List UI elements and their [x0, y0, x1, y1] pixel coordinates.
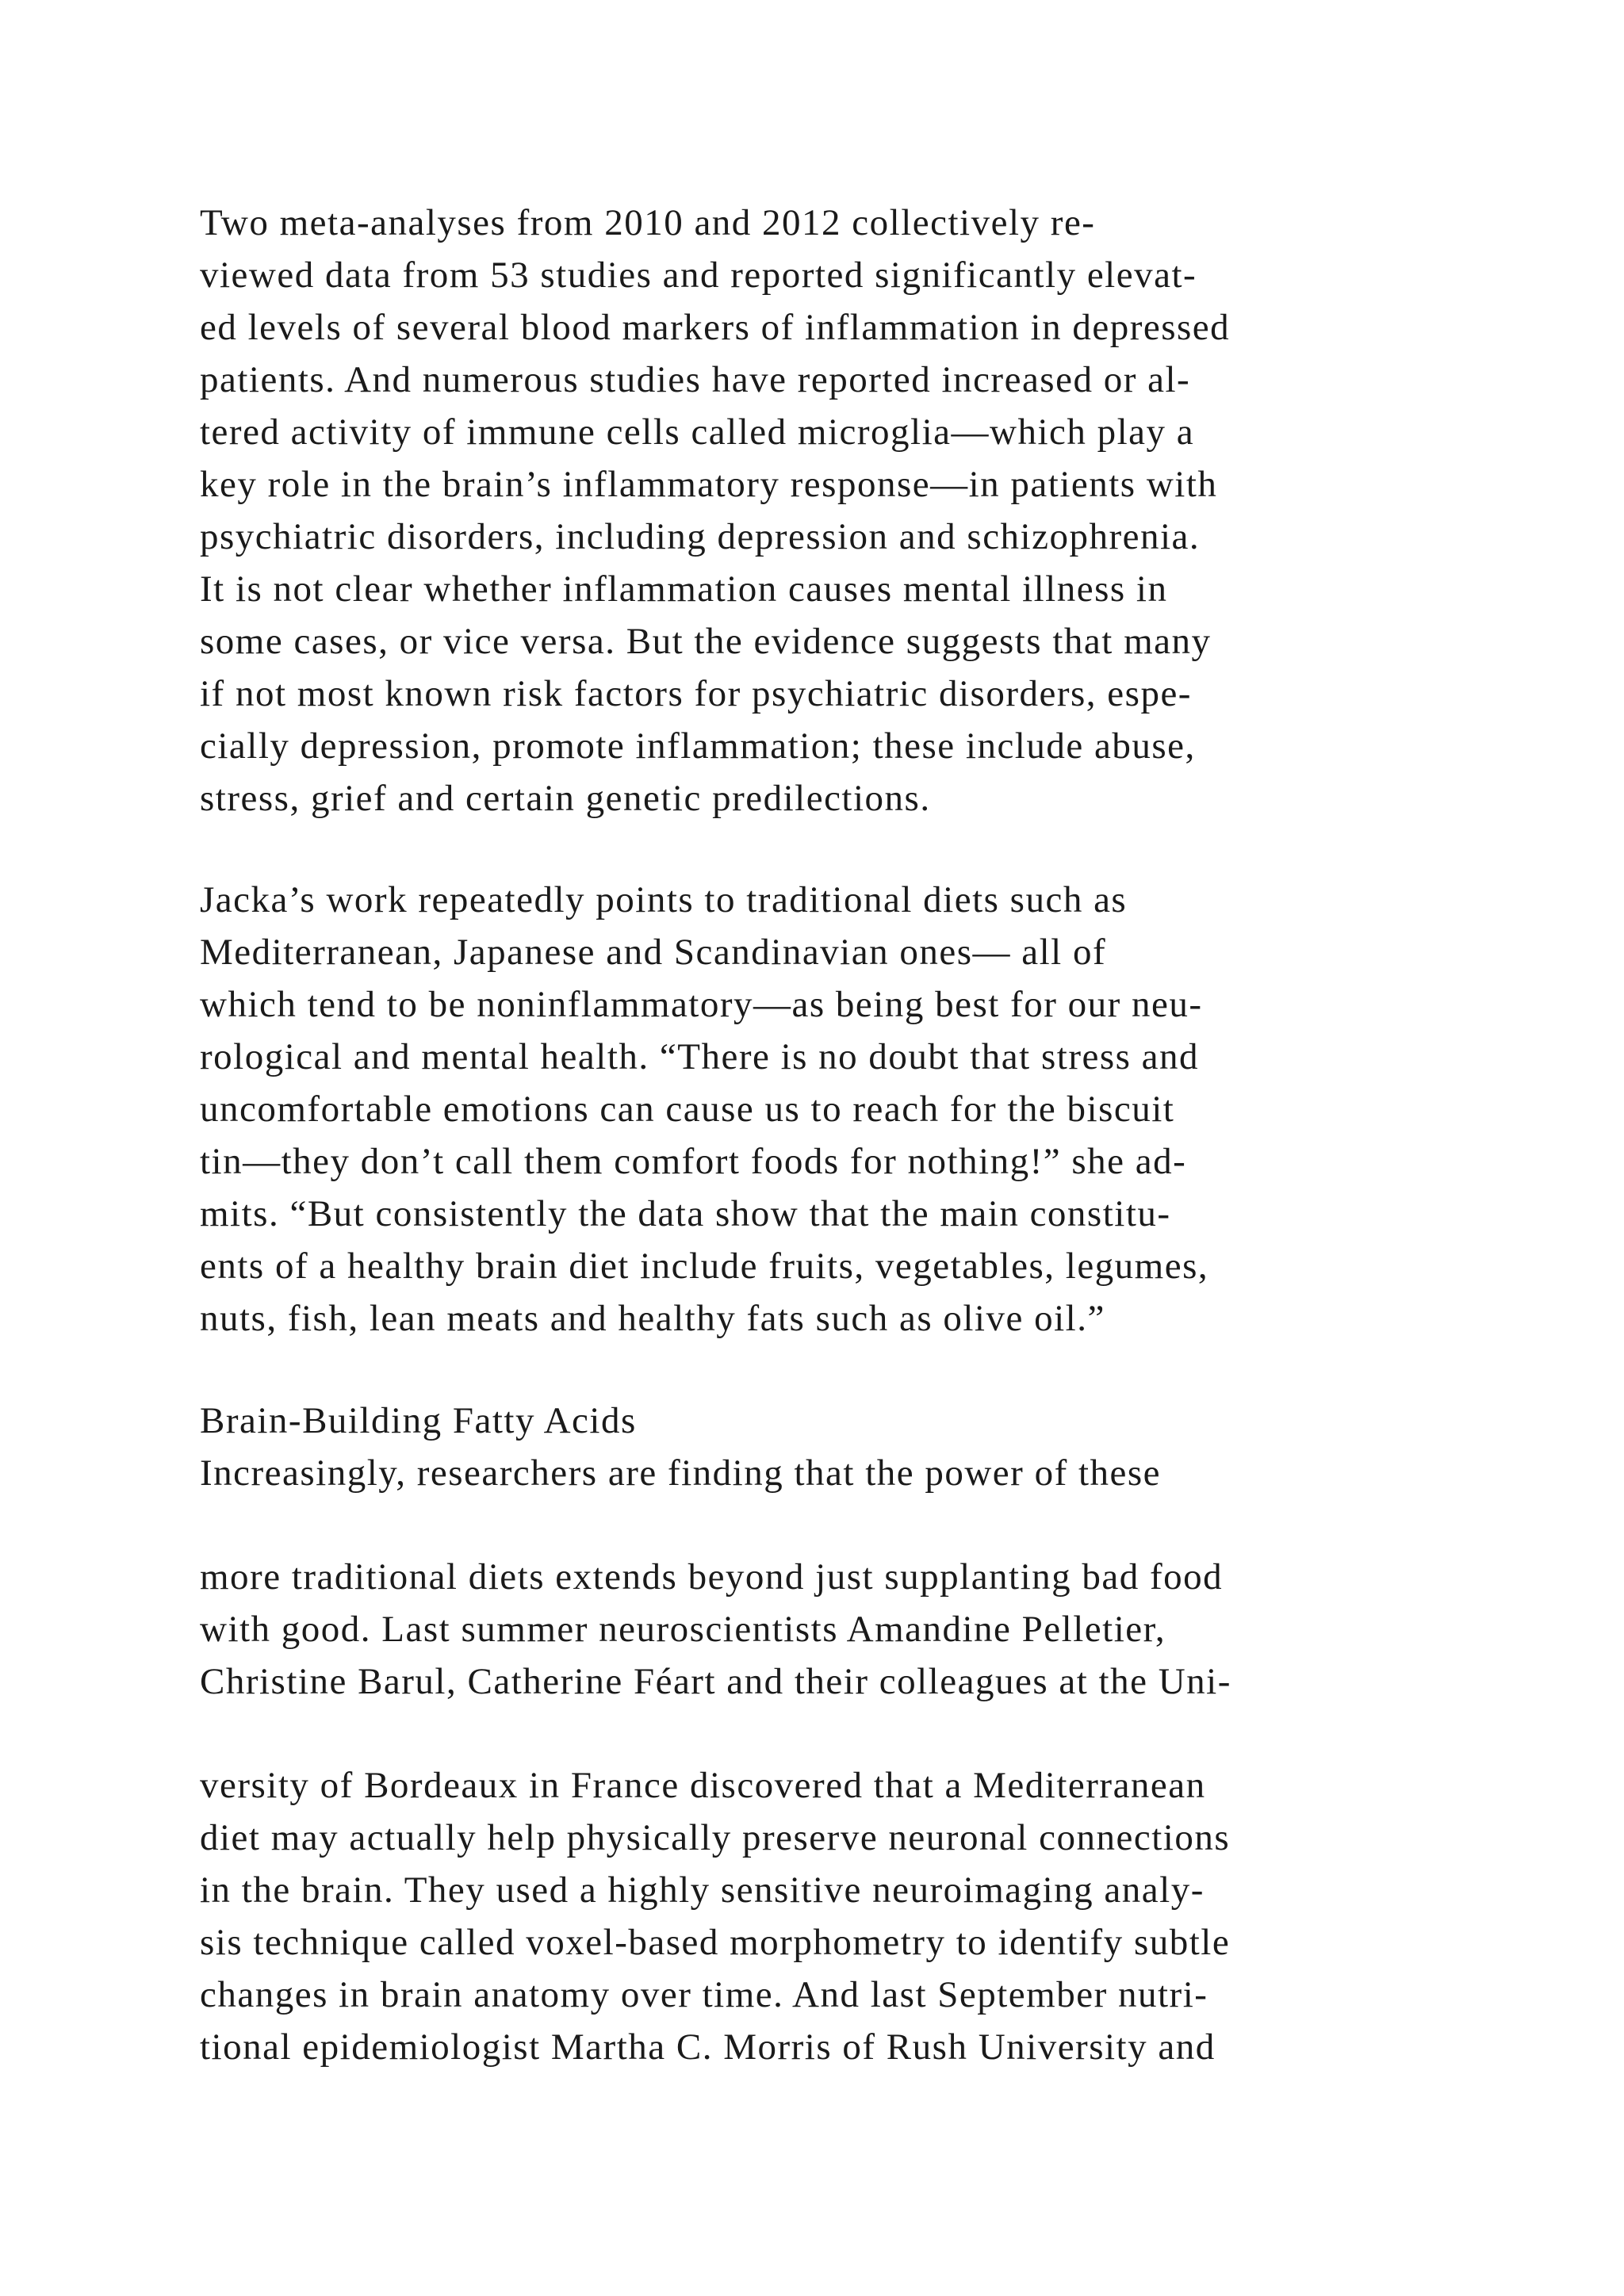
text-line: Increasingly, researchers are finding that the power of these [200, 1452, 1162, 1494]
text-line: sis technique called voxel-based morphometry to identify subtle [200, 1922, 1231, 1963]
text-line: patients. And numerous studies have reported increased or al- [200, 359, 1191, 400]
text-line: stress, grief and certain genetic predilections. [200, 778, 931, 819]
text-line: viewed data from 53 studies and reported significantly elevat- [200, 254, 1197, 296]
text-line: versity of Bordeaux in France discovered that a Mediterranean [200, 1765, 1206, 1806]
paragraph-bordeaux-study [200, 1551, 1484, 1708]
paragraph-inflammation [200, 197, 1484, 825]
text-line: Jacka’s work repeatedly points to traditional diets such as [200, 879, 1128, 920]
text-line: more traditional diets extends beyond just supplanting bad food [200, 1556, 1224, 1598]
text-line: psychiatric disorders, including depression and schizophrenia. [200, 516, 1201, 557]
text-line: in the brain. They used a highly sensitive neuroimaging analy- [200, 1869, 1205, 1911]
text-line: tered activity of immune cells called microglia—which play a [200, 411, 1195, 453]
text-line: tional epidemiologist Martha C. Morris of Rush University and [200, 2026, 1216, 2068]
text-line: It is not clear whether inflammation causes mental illness in [200, 568, 1168, 610]
text-line: some cases, or vice versa. But the evidence suggests that many [200, 621, 1212, 662]
text-line: which tend to be noninflammatory—as being best for our neu- [200, 984, 1203, 1025]
section-heading-block [200, 1395, 1484, 1499]
text-line: tin—they don’t call them comfort foods for nothing!” she ad- [200, 1141, 1187, 1182]
text-line: Two meta-analyses from 2010 and 2012 collectively re- [200, 202, 1096, 243]
section-heading: Brain-Building Fatty Acids [200, 1400, 637, 1441]
text-line: Mediterranean, Japanese and Scandinavian ones— all of [200, 932, 1107, 973]
text-line: ents of a healthy brain diet include fruits, vegetables, legumes, [200, 1246, 1209, 1287]
text-line: diet may actually help physically preserve neuronal connections [200, 1817, 1231, 1858]
paragraph-traditional-diets [200, 874, 1484, 1345]
text-line: changes in brain anatomy over time. And last September nutri- [200, 1974, 1208, 2015]
text-line: cially depression, promote inflammation; these include abuse, [200, 725, 1196, 767]
text-line: with good. Last summer neuroscientists Amandine Pelletier, [200, 1609, 1166, 1650]
paragraph-mediterranean-findings [200, 1759, 1484, 2073]
text-line: nuts, fish, lean meats and healthy fats such as olive oil.” [200, 1298, 1105, 1339]
text-line: key role in the brain’s inflammatory response—in patients with [200, 464, 1218, 505]
text-line: mits. “But consistently the data show that the main constitu- [200, 1193, 1171, 1234]
text-line: rological and mental health. “There is no doubt that stress and [200, 1036, 1200, 1077]
text-line: if not most known risk factors for psychiatric disorders, espe- [200, 673, 1192, 714]
text-line: ed levels of several blood markers of inflammation in depressed [200, 307, 1231, 348]
text-line: uncomfortable emotions can cause us to reach for the biscuit [200, 1089, 1175, 1130]
text-line: Christine Barul, Catherine Féart and their colleagues at the Uni- [200, 1661, 1231, 1702]
